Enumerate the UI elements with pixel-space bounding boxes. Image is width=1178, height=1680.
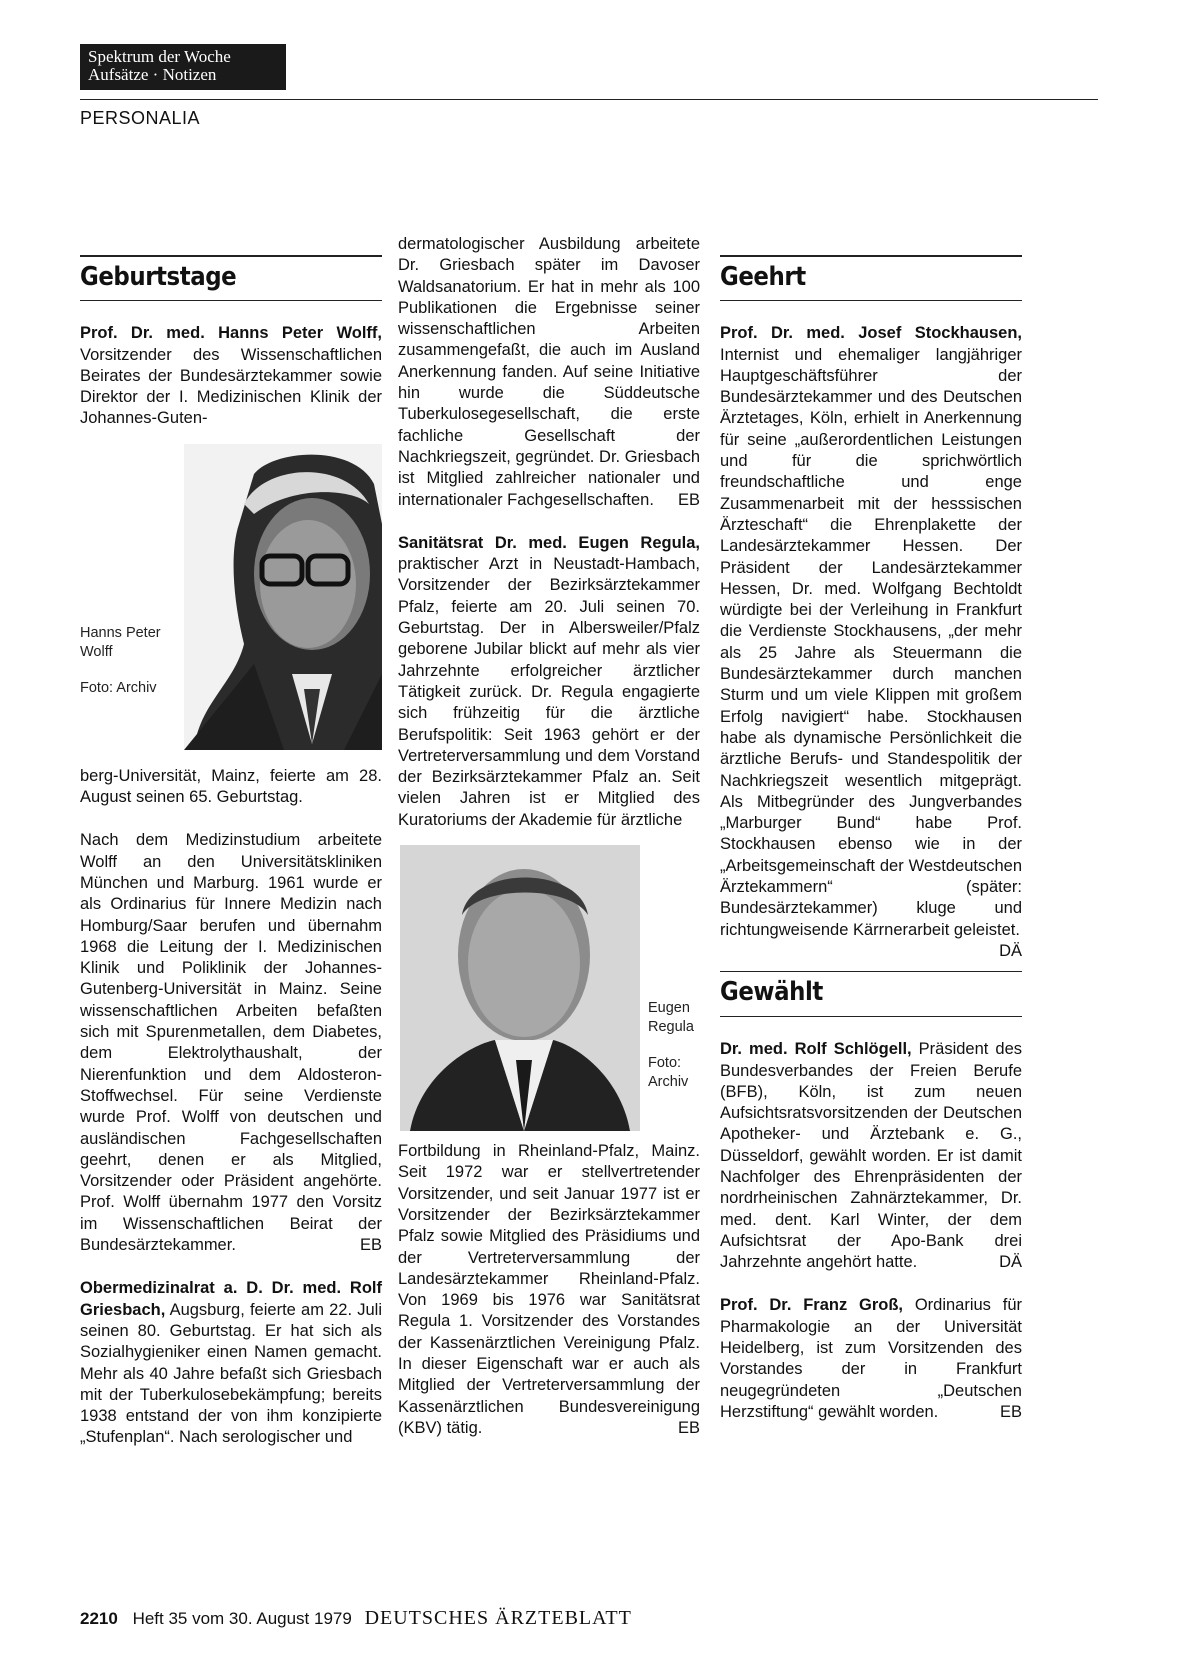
- column-2: [398, 234, 700, 1461]
- photo-block: [80, 430, 382, 766]
- person-name: Prof. Dr. med. Josef Stockhausen,: [720, 324, 1022, 343]
- person-name: Prof. Dr. med. Hanns Peter Wolff,: [80, 324, 382, 343]
- portrait-photo: [400, 845, 640, 1131]
- section-label-line1: Spektrum der Woche: [88, 47, 231, 66]
- article-paragraph: Obermedizinalrat a. D. Dr. med. Rolf Griesbach, Augsburg, feierte am 22. Juli seinen 80. Geburtstag. Er hat sich als Sozialhygieniker einen Namen gemacht. Mehr als 40 Jahre befaßt sich Griesbach mit der Tuberkulosebekämpfung; bereits 1938 entstand der von ihm konzipierte „Stufenplan“. Nach serologischer und: [80, 1279, 382, 1447]
- section-label-line2: Aufsätze · Notizen: [88, 65, 217, 84]
- author-signature: DÄ: [999, 941, 1022, 960]
- portrait-image-icon: [400, 845, 640, 1131]
- rule: [80, 300, 382, 302]
- section-heading: Geburtstage: [80, 261, 237, 292]
- author-signature: EB: [359, 1236, 382, 1255]
- portrait-photo: [184, 444, 382, 750]
- article-paragraph: Sanitätsrat Dr. med. Eugen Regula, praktischer Arzt in Neustadt-Hambach, Vorsitzender der Bezirksärztekammer Pfalz, feierte am 20. Juli seinen 70. Geburtstag. Der in Albersweiler/Pfalz geborene Jubilar blickt auf mehr als vier Jahrzehnte erfolgreicher ärztlicher Tätigkeit zurück. Dr. Regula engagierte sich frühzeitig für die ärztliche Berufspolitik: Seit 1963 gehört er der Vertreterversammlung und dem Vorstand der Bezirksärztekammer Pfalz an. Seit vielen Jahren ist er Mitglied des Kuratoriums der Akademie für ärztliche: [398, 533, 700, 829]
- issue-info: Heft 35 vom 30. August 1979: [132, 1609, 352, 1628]
- article-paragraph: Dr. med. Rolf Schlögell, Präsident des Bundesverbandes der Freien Berufe (BFB), Köln, ist zum neuen Aufsichtsratsvorsitzenden der Deutschen Apotheker- und Ärztebank e. G., Düsseldorf, gewählt worden. Er ist damit Nachfolger des Ehrenpräsidenten der nordrheinischen Zahnärztekammer, Dr. med. dent. Karl Winter, der dem Aufsichtsrat der Apo-Bank drei Jahrzehnte angehört hatte. DÄ: [720, 1039, 1022, 1273]
- article-paragraph: Nach dem Medizinstudium arbeitete Wolff an den Universitätskliniken München und Marburg. 1961 wurde er als Ordinarius für Innere Medizin nach Homburg/Saar berufen und übernahm 1968 die Leitung der I. Medizinischen Klinik und Poliklinik der Johannes-Gutenberg-Universität in Mainz. Seine wissenschaftlichen Arbeiten befaßten sich mit Spurenmetallen, dem Diabetes, dem Elektrolythaushalt, der Nierenfunktion und dem Aldosteron-Stoffwechsel. Für seine Verdienste wurde Prof. Wolff von deutschen und ausländischen Fachgesellschaften geehrt, denen er als Mitglied, Vorsitzender oder Präsident angehörte. Prof. Wolff übernahm 1977 den Vorsitz im Wissenschaftlichen Beirat der Bundesärztekammer. EB: [80, 830, 382, 1256]
- author-signature: EB: [999, 1402, 1022, 1421]
- photo-block: [398, 831, 700, 1141]
- section-label: [80, 44, 286, 90]
- rule: [720, 300, 1022, 302]
- author-signature: EB: [677, 490, 700, 509]
- heading-block-geehrt: [720, 255, 1022, 301]
- person-name: Prof. Dr. Franz Groß,: [720, 1296, 904, 1315]
- column-1: [80, 255, 382, 1471]
- article-paragraph: berg-Universität, Mainz, feierte am 28. August seinen 65. Geburtstag.: [80, 766, 382, 807]
- photo-caption: Eugen Regula Foto: Archiv: [648, 1000, 694, 1091]
- article-paragraph: Prof. Dr. med. Hanns Peter Wolff, Vorsitzender des Wissenschaftlichen Beirates der Bundesärztekammer sowie Direktor der I. Medizinischen Klinik der Johannes-Guten-: [80, 324, 382, 428]
- heading-block-geburtstage: [80, 255, 382, 301]
- article-paragraph: Prof. Dr. med. Josef Stockhausen, Internist und ehemaliger langjähriger Hauptgeschäftsführer der Bundesärztekammer und des Deutschen Ärztetages, Köln, erhielt in Anerkennung für seine „außerordentlichen Leistungen und für die sprichwörtlich freundschaftliche und enge Zusammenarbeit mit der hesssischen Ärzteschaft“ die Ehrenplakette der Landesärztekammer Hessen. Der Präsident der Landesärztekammer Hessen, Dr. med. Wolfgang Bechtoldt würdigte bei der Verleihung in Frankfurt die Verdienste Stockhausens, „der mehr als 25 Jahre als Steuermann die Bundesärztekammer durch manchen Sturm und um viele Klippen mit großem Erfolg navigiert“ habe. Stockhausen habe als dynamische Persönlichkeit die ärztliche Berufs- und Standespolitik der Nachkriegszeit wesentlich mitgeprägt. Als Mitbegründer des Jungverbandes „Marburger Bund“ habe Prof. Stockhausen ebenso wie in der „Arbeitsgemeinschaft der Westdeutschen Ärztekammern“ (später: Bundesärztekammer) kluge und richtungweisende Kärrnerarbeit geleistet. DÄ: [720, 323, 1022, 941]
- person-name: Dr. med. Rolf Schlögell,: [720, 1040, 912, 1059]
- rubric-title: PERSONALIA: [80, 108, 201, 128]
- top-rule: [80, 99, 1098, 100]
- person-name: Sanitätsrat Dr. med. Eugen Regula,: [398, 533, 700, 552]
- article-paragraph: Fortbildung in Rheinland-Pfalz, Mainz. Seit 1972 war er stellvertretender Vorsitzender, und seit Januar 1977 ist er Vorsitzender der Bezirksärztekammer Pfalz sowie Mitglied des Präsidiums und der Vertreterversammlung der Landesärztekammer Rheinland-Pfalz. Von 1969 bis 1976 war Sanitätsrat Regula 1. Vorsitzender des Vorstandes der Kassenärztlichen Vereinigung Pfalz. In dieser Eigenschaft war er auch als Mitglied der Vertreterversammlung der Kassenärztlichen Bundesvereinigung (KBV) tätig. EB: [398, 1141, 700, 1439]
- heading-block-gewaehlt: [720, 971, 1022, 1017]
- article-paragraph: dermatologischer Ausbildung arbeitete Dr. Griesbach später im Davoser Waldsanatorium. Er hat in mehr als 100 Publikationen die Ergebnisse seiner wissenschaftlichen Arbeiten zusammengefaßt, die auch im Ausland Anerkennung fanden. Auf seine Initiative hin wurde die Süddeutsche Tuberkulosegesellschaft, die erste fachliche Gesellschaft der Nachkriegszeit, gegründet. Dr. Griesbach ist Mitglied zahlreicher nationaler und internationaler Fachgesellschaften. EB: [398, 234, 700, 511]
- rule: [720, 1016, 1022, 1018]
- page-footer: [80, 1607, 632, 1630]
- author-signature: EB: [677, 1418, 700, 1437]
- page-number: 2210: [80, 1609, 118, 1628]
- person-name: Obermedizinalrat a. D. Dr. med. Rolf Griesbach,: [80, 1279, 382, 1319]
- publication-name: DEUTSCHES ÄRZTEBLATT: [364, 1607, 632, 1629]
- article-paragraph: Prof. Dr. Franz Groß, Ordinarius für Pharmakologie an der Universität Heidelberg, ist zum Vorsitzenden des Vorstandes der in Frankfurt neugegründeten „Deutschen Herzstiftung“ gewählt worden. EB: [720, 1295, 1022, 1423]
- photo-caption: Hanns Peter Wolff Foto: Archiv: [80, 624, 161, 696]
- portrait-image-icon: [184, 444, 382, 750]
- author-signature: DÄ: [999, 1253, 1022, 1272]
- column-3: [720, 255, 1022, 1445]
- section-heading: Geehrt: [720, 261, 806, 292]
- section-heading: Gewählt: [720, 977, 823, 1008]
